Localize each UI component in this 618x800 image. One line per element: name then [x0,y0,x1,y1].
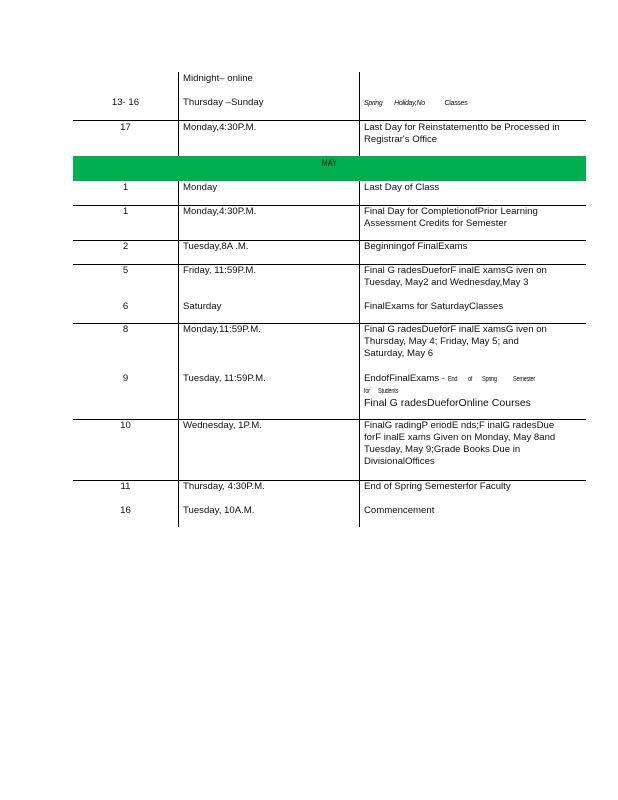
event-line: End of Spring Semesterfor Faculty [364,481,511,492]
event-cell [364,241,467,253]
column-divider-time-event [359,181,360,527]
event-line: forF inalE xams Given on Monday, May 8and [364,432,556,443]
event-cell [364,122,560,146]
event-cell [364,206,538,230]
date-cell: 13- 16 [111,97,140,108]
date-cell: 1 [122,206,129,217]
date-cell: 6 [122,301,129,312]
event-line: Tuesday, May2 and Wednesday,May 3 [364,277,529,288]
event-small-word: Spring [481,376,497,383]
event-small-word: End [447,376,457,383]
date-cell: 16 [120,505,131,516]
event-cell [364,373,541,410]
time-cell: Tuesday, 10A.M. [183,505,255,516]
time-cell: Monday,4:30P.M. [183,122,257,133]
event-small-word: Semester [512,376,536,383]
event-line: FinalG radingP eriodE nds;F inalG radesDue [364,420,555,431]
date-cell: 10 [120,420,131,431]
event-cell [364,182,439,194]
column-divider-time-event [359,72,360,156]
time-cell: Midnight– online [183,73,253,84]
event-cell [364,505,434,517]
date-cell: 5 [122,265,129,276]
event-line [364,373,541,386]
event-line: FinalExams for SaturdayClasses [364,301,504,312]
event-line: Tuesday, May 9;Grade Books Due in [364,444,521,455]
time-cell: Wednesday, 1P.M. [183,420,262,431]
date-cell: 8 [122,324,129,335]
event-cell [364,481,511,493]
event-line [364,386,541,396]
event-line: Last Day for Reinstatementto be Processed in [364,122,560,133]
event-line: Beginningof FinalExams [364,241,468,252]
time-cell: Monday [183,182,218,193]
event-line: Saturday, May 6 [364,348,434,359]
event-cell [364,324,547,360]
event-text: EndofFinalExams - [364,373,446,384]
month-label: MAY [321,158,338,168]
event-small-word: for [364,388,370,395]
event-line: Assessment Credits for Semester [364,218,507,229]
time-cell: Saturday [183,301,222,312]
event-line: DivisionalOffices [364,456,435,467]
event-cell [364,265,547,289]
column-divider-date-time [178,72,179,156]
date-cell: 9 [122,373,129,384]
date-cell: 2 [122,241,129,252]
time-cell: Tuesday,8A .M. [183,241,249,252]
time-cell: Tuesday, 11:59P.M. [183,373,266,384]
event-small-word: of [467,376,473,383]
time-cell: Thursday, 4:30P.M. [183,481,265,492]
time-cell: Monday,11:59P.M. [183,324,261,335]
event-cell [364,420,555,468]
event-line: Final G radesDueforF inalE xamsG iven on [364,324,547,335]
event-small-word: Students [377,388,399,395]
column-divider-date-time [178,181,179,527]
date-cell: 11 [120,481,131,492]
event-word: Holiday,No [394,100,425,107]
event-cell [364,98,467,110]
event-line: Final Day for CompletionofPrior Learning [364,206,538,217]
event-cell [364,301,503,313]
event-line: Last Day of Class [364,182,440,193]
event-line: Final G radesDueforF inalE xamsG iven on [364,265,547,276]
event-line: Thursday, May 4; Friday, May 5; and [364,336,519,347]
event-line: Final G radesDueforOnline Courses [364,397,531,409]
time-cell: Monday,4:30P.M. [183,206,257,217]
date-cell: 17 [120,122,131,133]
event-word: Classes [444,100,468,107]
time-cell: Thursday –Sunday [183,97,264,108]
event-word: Spring [364,100,383,107]
time-cell: Friday, 11:59P.M. [183,265,257,276]
event-line: Commencement [364,505,435,516]
event-line: Registrar's Office [364,134,438,145]
month-header-band [73,156,586,181]
row-divider [73,120,586,121]
date-cell: 1 [122,182,129,193]
